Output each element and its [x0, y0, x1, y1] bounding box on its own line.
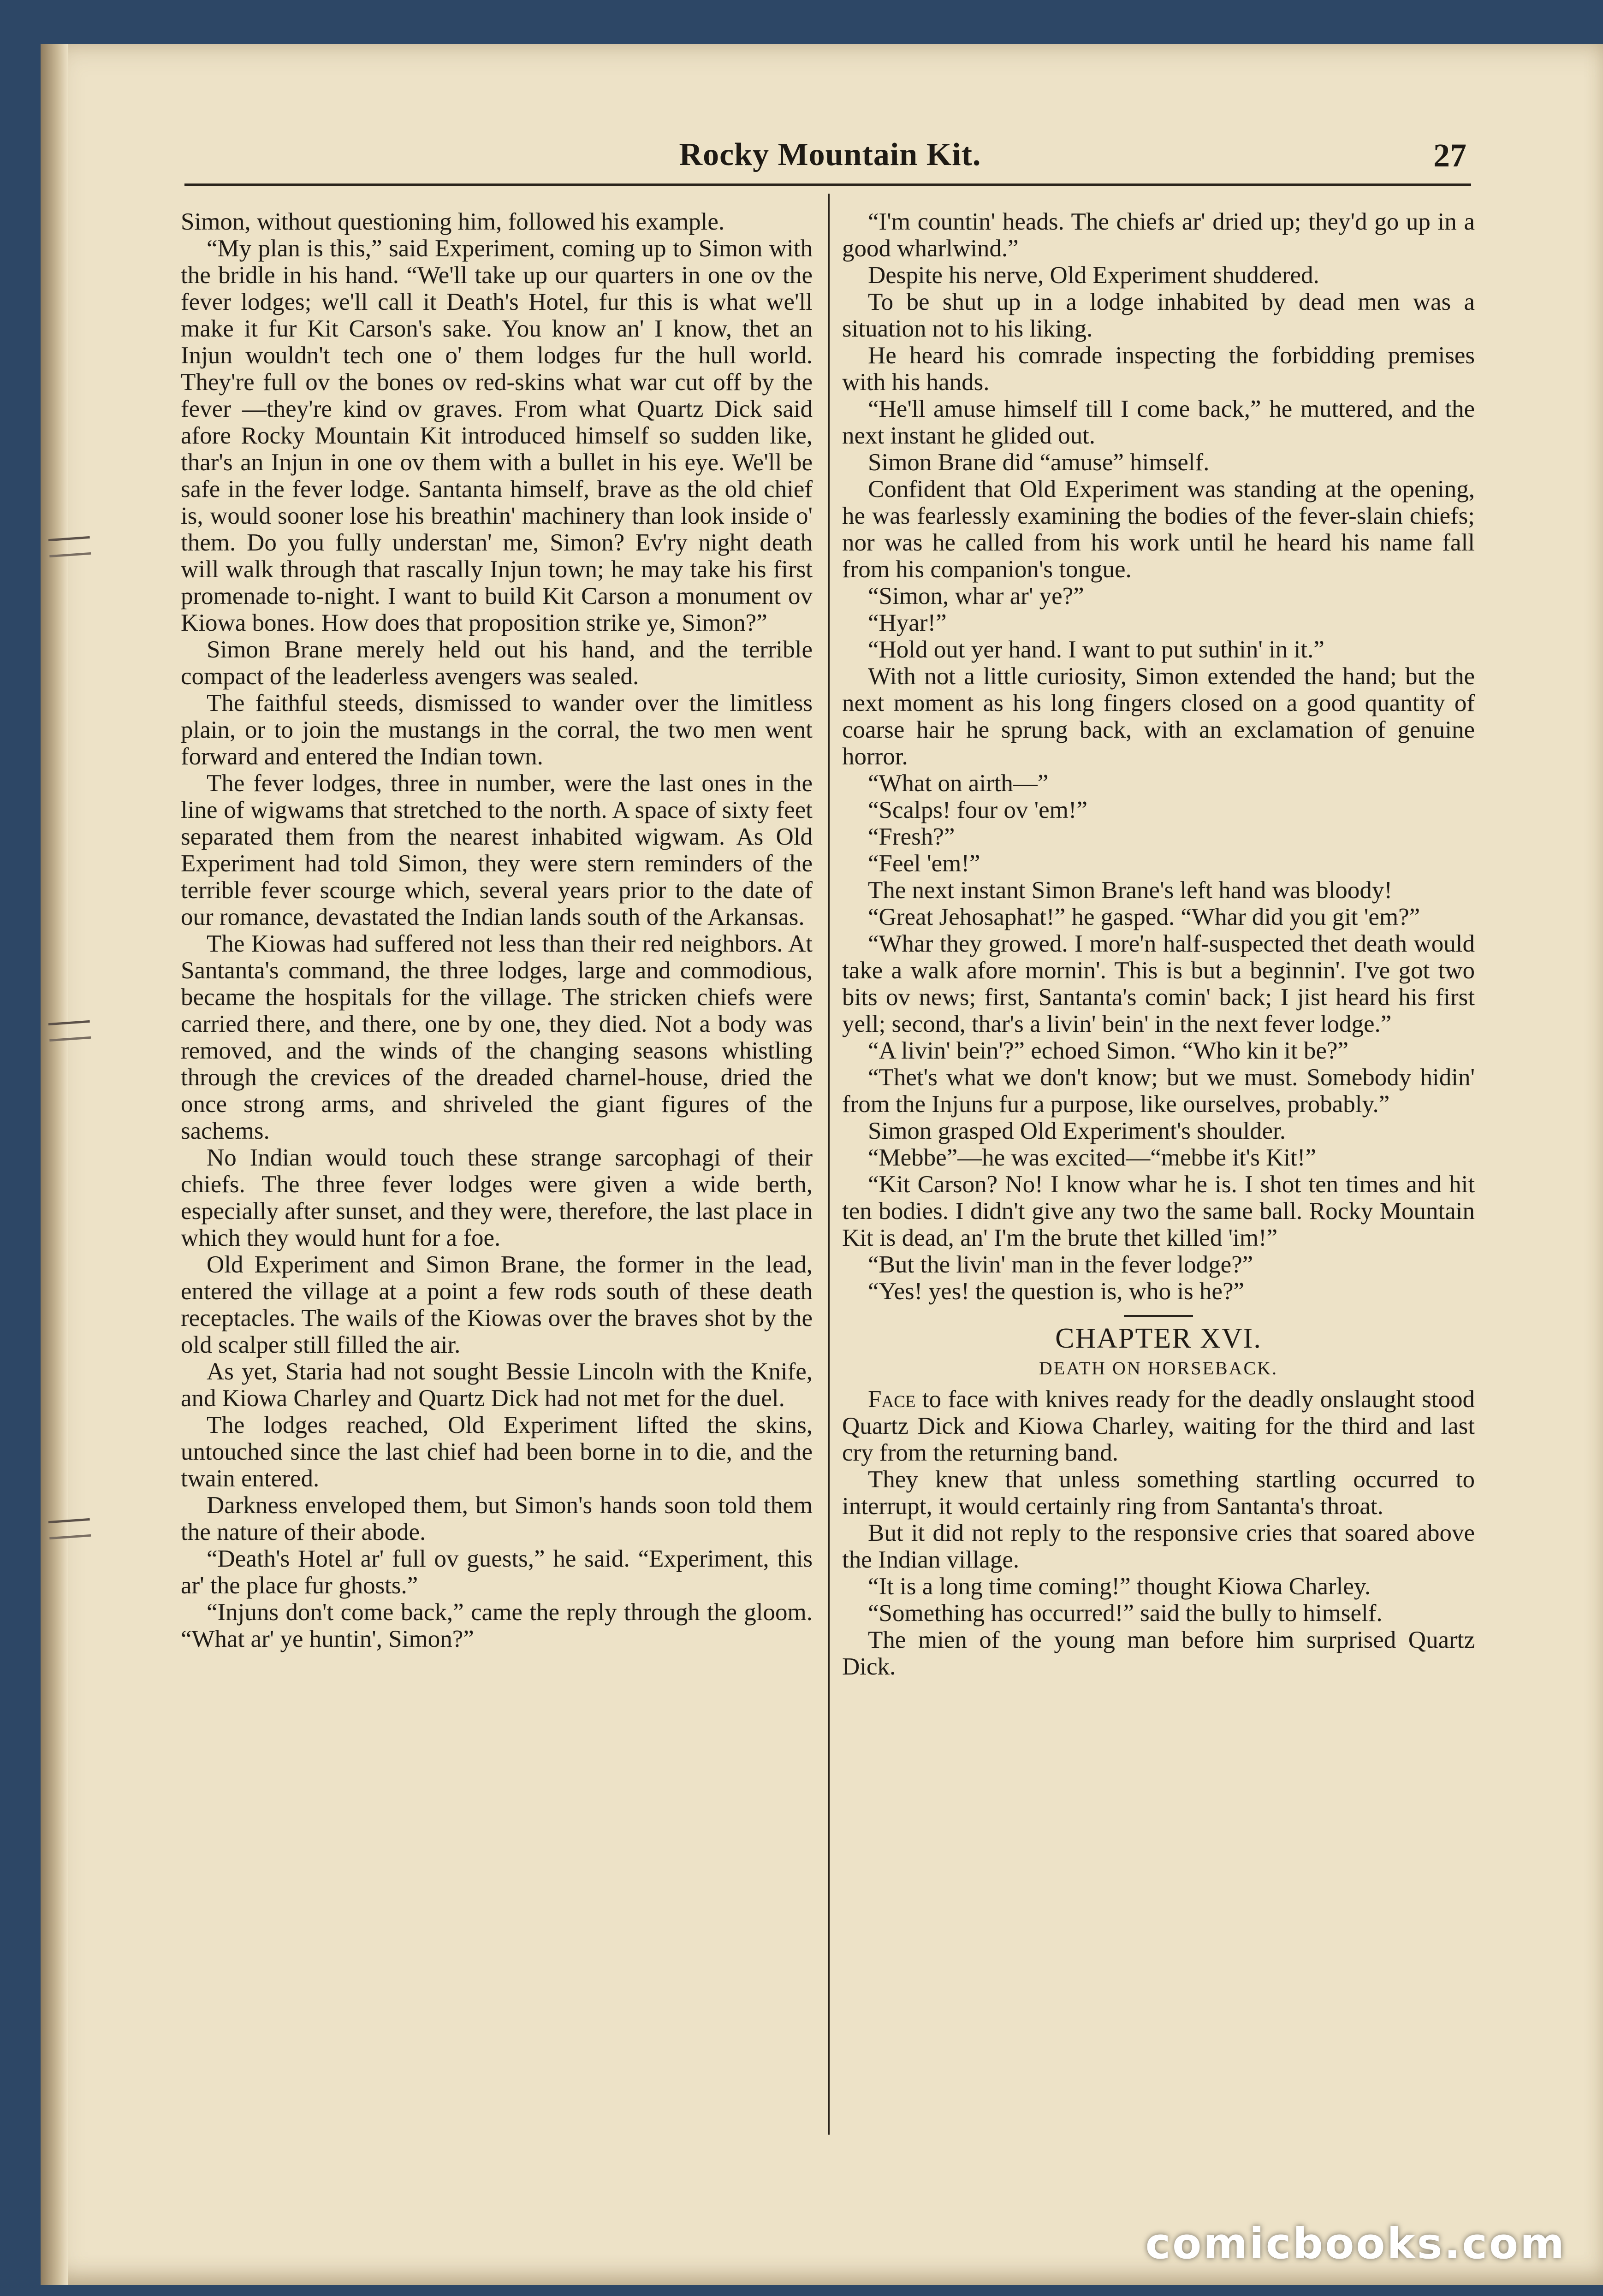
paragraph	[842, 1386, 1475, 1466]
watermark: comicbooks.com	[1145, 2219, 1566, 2268]
paragraph	[181, 1251, 813, 1358]
paragraph-text: But it did not reply to the responsive cries that soared above the Indian village.	[842, 1520, 1475, 1573]
header-rule	[184, 183, 1471, 186]
paragraph-text: “Simon, whar ar' ye?”	[868, 583, 1084, 610]
paragraph-text: “But the livin' man in the fever lodge?”	[868, 1251, 1253, 1278]
paragraph-text: “Great Jehosaphat!” he gasped. “Whar did you git 'em?”	[868, 904, 1420, 930]
paragraph-text: The next instant Simon Brane's left hand was bloody!	[868, 877, 1393, 904]
paragraph	[842, 930, 1475, 1037]
paragraph-text: to face with knives ready for the deadly onslaught stood Quartz Dick and Kiowa Charley, waiting for the third and last cry from the returning band.	[842, 1386, 1475, 1466]
paragraph	[842, 823, 1475, 850]
chapter-rule	[1124, 1315, 1193, 1317]
paragraph	[842, 449, 1475, 476]
paragraph-text: “A livin' bein'?” echoed Simon. “Who kin it be?”	[868, 1037, 1348, 1064]
paragraph-text: “Death's Hotel ar' full ov guests,” he said. “Experiment, this ar' the place fur ghosts.”	[181, 1545, 813, 1599]
paragraph-text: Simon, without questioning him, followed his example.	[181, 208, 725, 235]
paragraph	[842, 797, 1475, 823]
paragraph	[181, 1492, 813, 1545]
binding-gutter	[41, 44, 68, 2285]
paragraph-text: “Feel 'em!”	[868, 850, 980, 877]
page-header	[184, 136, 1476, 187]
paragraph-text: “It is a long time coming!” thought Kiowa Charley.	[868, 1573, 1371, 1600]
paragraph	[842, 610, 1475, 636]
paragraph	[181, 1412, 813, 1492]
paragraph-text: With not a little curiosity, Simon extended the hand; but the next moment as his long fingers closed on a good quantity of coarse hair he sprung back, with an exclamation of genuine horror.	[842, 663, 1475, 770]
paragraph	[181, 1599, 813, 1652]
chapter-subtitle: DEATH ON HORSEBACK.	[1039, 1358, 1278, 1379]
paragraph-text: The Kiowas had suffered not less than their red neighbors. At Santanta's command, the three lodges, large and commodious, became the hospitals for the village. The stricken chiefs were carried there, and there, one by one, they died. Not a body was removed, and the winds of the changing seasons whistling through the crevices of the dreaded charnel-house, dried the once strong arms, and shriveled the giant figures of the sachems.	[181, 930, 813, 1144]
paragraph-text: “Fresh?”	[868, 823, 955, 850]
paragraph	[181, 208, 813, 235]
paragraph-text: The fever lodges, three in number, were the last ones in the line of wigwams that stretched to the north. A space of sixty feet separated them from the nearest inhabited wigwam. As Old Experiment had told Simon, they were stern reminders of the terrible fever scourge which, several years prior to the date of our romance, devastated the Indian lands south of the Arkansas.	[181, 770, 813, 930]
paragraph	[181, 690, 813, 770]
paragraph-text: “Scalps! four ov 'em!”	[868, 797, 1088, 823]
paragraph	[842, 850, 1475, 877]
paragraph-text: He heard his comrade inspecting the forbidding premises with his hands.	[842, 342, 1475, 396]
paragraph	[842, 1627, 1475, 1680]
binding-stitch	[48, 1020, 91, 1041]
paragraph	[181, 636, 813, 690]
paragraph	[842, 262, 1475, 289]
paragraph	[842, 663, 1475, 770]
paragraph-text: “Something has occurred!” said the bully to himself.	[868, 1600, 1383, 1627]
paragraph	[842, 289, 1475, 342]
paragraph	[842, 636, 1475, 663]
paragraph	[842, 904, 1475, 930]
paragraph-text: “He'll amuse himself till I come back,” he muttered, and the next instant he glided out.	[842, 396, 1475, 449]
paragraph	[842, 1171, 1475, 1251]
left-column-paragraphs	[181, 208, 813, 1652]
paragraph-text: As yet, Staria had not sought Bessie Lincoln with the Knife, and Kiowa Charley and Quartz Dick had not met for the duel.	[181, 1358, 813, 1412]
paragraph	[842, 396, 1475, 449]
binding-stitch	[48, 1518, 91, 1539]
paragraph-text: The faithful steeds, dismissed to wander over the limitless plain, or to join the mustangs in the corral, the two men went forward and entered the Indian town.	[181, 690, 813, 770]
paragraph	[181, 770, 813, 930]
paragraph	[842, 1520, 1475, 1573]
paragraph	[181, 1358, 813, 1412]
paragraph	[842, 1064, 1475, 1118]
chapter-paragraphs	[842, 1386, 1475, 1680]
paragraph	[842, 1118, 1475, 1144]
paragraph-text: “Yes! yes! the question is, who is he?”	[868, 1278, 1244, 1305]
page-number: 27	[1433, 137, 1466, 174]
paragraph-text: Simon grasped Old Experiment's shoulder.	[868, 1118, 1286, 1144]
binding-stitch	[48, 536, 91, 557]
paragraph-text: “Mebbe”—he was excited—“mebbe it's Kit!”	[868, 1144, 1317, 1171]
paragraph-text: They knew that unless something startling occurred to interrupt, it would certainly ring from Santanta's throat.	[842, 1466, 1475, 1520]
paragraph-text: The mien of the young man before him surprised Quartz Dick.	[842, 1627, 1475, 1680]
paragraph-text: No Indian would touch these strange sarcophagi of their chiefs. The three fever lodges were given a wide berth, especially after sunset, and they were, therefore, the last place in which they would hunt for a foe.	[181, 1144, 813, 1251]
paragraph-text: Despite his nerve, Old Experiment shuddered.	[868, 262, 1319, 289]
paragraph	[842, 476, 1475, 583]
paragraph-text: “Injuns don't come back,” came the reply through the gloom. “What ar' ye huntin', Simon?”	[181, 1599, 813, 1652]
left-column	[181, 208, 813, 1652]
paragraph-text: “Thet's what we don't know; but we must. Somebody hidin' from the Injuns fur a purpose, like ourselves, probably.”	[842, 1064, 1475, 1118]
paragraph	[842, 583, 1475, 610]
paragraph-text: Confident that Old Experiment was standing at the opening, he was fearlessly examining the bodies of the fever-slain chiefs; nor was he called from his work until he heard his name fall from his companion's tongue.	[842, 476, 1475, 583]
paragraph-text: “Hyar!”	[868, 610, 947, 636]
paragraph	[842, 1466, 1475, 1520]
paragraph	[181, 930, 813, 1144]
chapter-title: CHAPTER XVI.	[1055, 1323, 1262, 1354]
paragraph	[181, 1144, 813, 1251]
paragraph	[842, 208, 1475, 262]
paragraph	[842, 1573, 1475, 1600]
column-divider	[828, 194, 830, 2135]
paragraph-text: To be shut up in a lodge inhabited by dead men was a situation not to his liking.	[842, 289, 1475, 342]
paragraph-text: Old Experiment and Simon Brane, the former in the lead, entered the village at a point a few rods south of these death receptacles. The wails of the Kiowas over the braves shot by the old scalper still filled the air.	[181, 1251, 813, 1358]
paragraph	[842, 1600, 1475, 1627]
paragraph-text: “Whar they growed. I more'n half-suspected thet death would take a walk afore mornin'. This is but a beginnin'. I've got two bits ov news; first, Santanta's comin' back; I jist heard his first yell; second, thar's a livin' bein' in the next fever lodge.”	[842, 930, 1475, 1037]
paragraph	[842, 1037, 1475, 1064]
paragraph-text: Simon Brane merely held out his hand, and the terrible compact of the leaderless avengers was sealed.	[181, 636, 813, 690]
paragraph-text: “I'm countin' heads. The chiefs ar' dried up; they'd go up in a good wharlwind.”	[842, 208, 1475, 262]
paragraph-text: “Hold out yer hand. I want to put suthin' in it.”	[868, 636, 1324, 663]
paragraph-text: “Kit Carson? No! I know whar he is. I shot ten times and hit ten bodies. I didn't give any two the same ball. Rocky Mountain Kit is dead, an' I'm the brute thet killed 'im!”	[842, 1171, 1475, 1251]
paragraph	[181, 1545, 813, 1599]
paragraph-text: Simon Brane did “amuse” himself.	[868, 449, 1210, 476]
running-title: Rocky Mountain Kit.	[679, 137, 981, 172]
paragraph	[842, 342, 1475, 396]
paragraph	[181, 235, 813, 636]
paragraph-text: The lodges reached, Old Experiment lifted the skins, untouched since the last chief had been borne in to die, and the twain entered.	[181, 1412, 813, 1492]
paragraph	[842, 1144, 1475, 1171]
paragraph-text: “What on airth—”	[868, 770, 1049, 797]
paragraph-text: “My plan is this,” said Experiment, coming up to Simon with the bridle in his hand. “We'll take up our quarters in one ov the fever lodges; we'll call it Death's Hotel, fur this is what we'll make it fur Kit Carson's sake. You know an' I know, thet an Injun wouldn't tech one o' them lodges fur the hull world. They're full ov the bones ov red-skins what war cut off by the fever —they're kind ov graves. From what Quartz Dick said afore Rocky Mountain Kit introduced himself so sudden like, thar's an Injun in one ov them with a bullet in his eye. We'll be safe in the fever lodge. Santanta himself, brave as the old chief is, would sooner lose his breathin' machinery than look inside o' them. Do you fully understan' me, Simon? Ev'ry night death will walk through that rascally Injun town; he may take his first promenade to-night. I want to build Kit Carson a monument ov Kiowa bones. How does that proposition strike ye, Simon?”	[181, 235, 813, 636]
paragraph	[842, 877, 1475, 904]
chapter-lead-word: Face	[868, 1386, 916, 1413]
paragraph-text: Darkness enveloped them, but Simon's hands soon told them the nature of their abode.	[181, 1492, 813, 1545]
paragraph	[842, 770, 1475, 797]
right-column-paragraphs	[842, 208, 1475, 1305]
right-column	[842, 208, 1475, 1680]
paragraph	[842, 1278, 1475, 1305]
paragraph	[842, 1251, 1475, 1278]
